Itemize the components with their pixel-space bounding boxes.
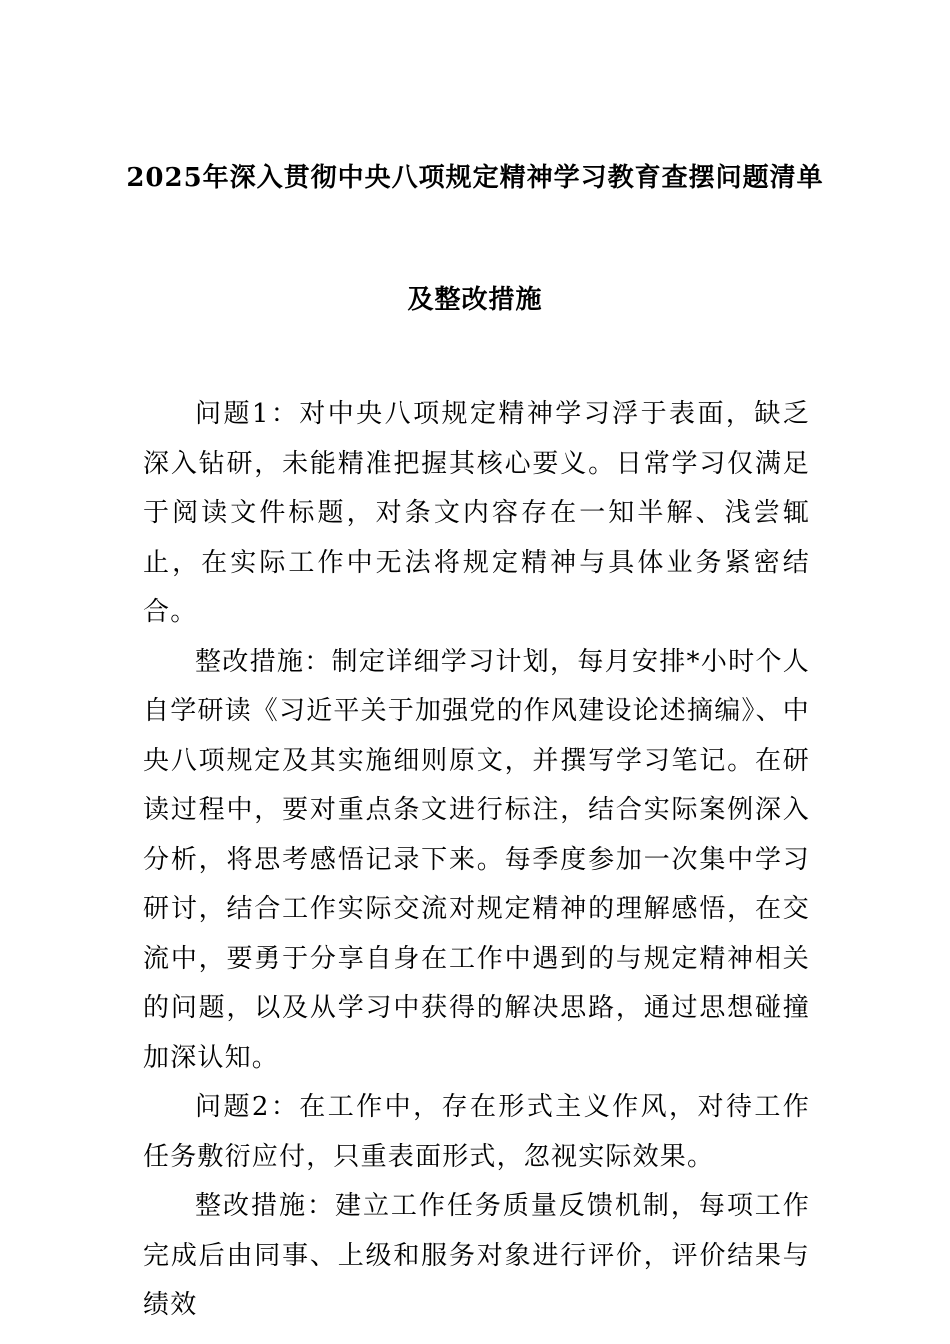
paragraph-measures-1: 整改措施：制定详细学习计划，每月安排*小时个人自学研读《习近平关于加强党的作风建设论述摘编》、中央八项规定及其实施细则原文，并撰写学习笔记。在研读过程中，要对重点条文进行标注，结合实际案例深入分析，将思考感悟记录下来。每季度参加一次集中学习研讨，结合工作实际交流对规定精神的理解感悟，在交流中，要勇于分享自身在工作中遇到的与规定精神相关的问题，以及从学习中获得的解决思路，通过思想碰撞加深认知。 <box>143 646 811 1073</box>
paragraph-problem-1: 问题1：对中央八项规定精神学习浮于表面，缺乏深入钻研，未能精准把握其核心要义。日常学习仅满足于阅读文件标题，对条文内容存在一知半解、浅尝辄止，在实际工作中无法将规定精神与具体业务紧密结合。 <box>143 399 810 627</box>
paragraph-problem-2: 问题2：在工作中，存在形式主义作风，对待工作任务敷衍应付，只重表面形式，忽视实际效果。 <box>143 1092 810 1172</box>
document-body <box>143 390 810 1331</box>
document-title-line-1: 2025年深入贯彻中央八项规定精神学习教育查摆问题清单 <box>126 163 824 193</box>
document-title-line-2: 及整改措施 <box>407 285 543 315</box>
paragraph-measures-2: 整改措施：建立工作任务质量反馈机制，每项工作完成后由同事、上级和服务对象进行评价，评价结果与绩效 <box>143 1191 810 1320</box>
